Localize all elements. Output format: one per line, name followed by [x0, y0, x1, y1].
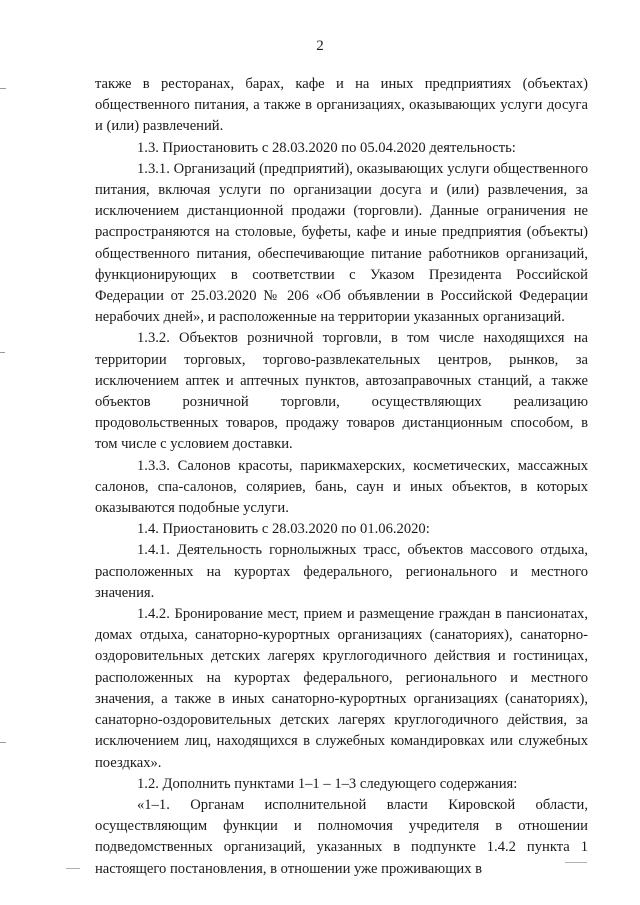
paragraph-1-4: 1.4. Приостановить с 28.03.2020 по 01.06.2020:: [137, 521, 430, 538]
paragraph-1-3-3: 1.3.3. Салонов красоты, парикмахерских, косметических, массажных салонов, спа-салонов, соляриев, бань, саун и иных объектов, в которых оказываются подобные услуги.: [95, 457, 588, 517]
scan-artifact-left-mid: [0, 352, 5, 353]
document-body: [95, 74, 588, 880]
scan-artifact-left-bottom: [0, 742, 6, 743]
paragraph-1-4-2: 1.4.2. Бронирование мест, прием и размещение граждан в пансионатах, домах отдыха, санаторно-курортных организациях (санаториях), санаторно-оздоровительных детских лагерях круглогодичного действия и гостиницах, расположенных на курортах федерального, регионального и местного значения, а также в иных санаторно-курортных организациях (санаториях), санаторно-оздоровительных детских лагерях круглогодичного действия, за исключением лиц, находящихся в служебных командировках или служебных поездках».: [95, 606, 588, 771]
paragraph-1-3: 1.3. Приостановить с 28.03.2020 по 05.04.2020 деятельность:: [137, 139, 516, 156]
paragraph-1-3-2: 1.3.2. Объектов розничной торговли, в том числе находящихся на территории торговых, торгово-развлекательных центров, рынков, за исключением аптек и аптечных пунктов, автозаправочных станций, а также объектов розничной торговли, осуществляющих реализацию продовольственных товаров, продажу товаров дистанционным способом, в том числе с условием доставки.: [95, 330, 588, 453]
paragraph-1-3-1: 1.3.1. Организаций (предприятий), оказывающих услуги общественного питания, включая услуги по организации досуга и (или) развлечения, за исключением дистанционной продажи (торговли). Данные ограничения не распространяются на столовые, буфеты, кафе и иные предприятия (объекты) общественного питания, обеспечивающие питание работников организаций, функционирующих в соответствии с Указом Президента Российской Федерации от 25.03.2020 № 206 «Об объявлении в Российской Федерации нерабочих дней», и расположенные на территории указанных организаций.: [95, 160, 588, 326]
scan-artifact-left-top: [0, 88, 6, 89]
paragraph-1-2: 1.2. Дополнить пунктами 1–1 – 1–3 следующего содержания:: [137, 775, 518, 792]
paragraph-continuation: также в ресторанах, барах, кафе и на иных предприятиях (объектах) общественного питания, а также в организациях, оказывающих услуги досуга и (или) развлечений.: [95, 76, 588, 135]
scan-artifact-bottom-right: [565, 862, 587, 863]
scan-artifact-bottom-left: [66, 868, 80, 869]
paragraph-1-1: «1–1. Органам исполнительной власти Кировской области, осуществляющим функции и полномочия учредителя в отношении подведомственных организаций, указанных в подпункте 1.4.2 пункта 1 настоящего постановления, в отношении уже проживающих в: [95, 796, 588, 877]
page-number: 2: [316, 38, 324, 54]
paragraph-1-4-1: 1.4.1. Деятельность горнолыжных трасс, объектов массового отдыха, расположенных на курортах федерального, регионального и местного значения.: [95, 542, 588, 601]
